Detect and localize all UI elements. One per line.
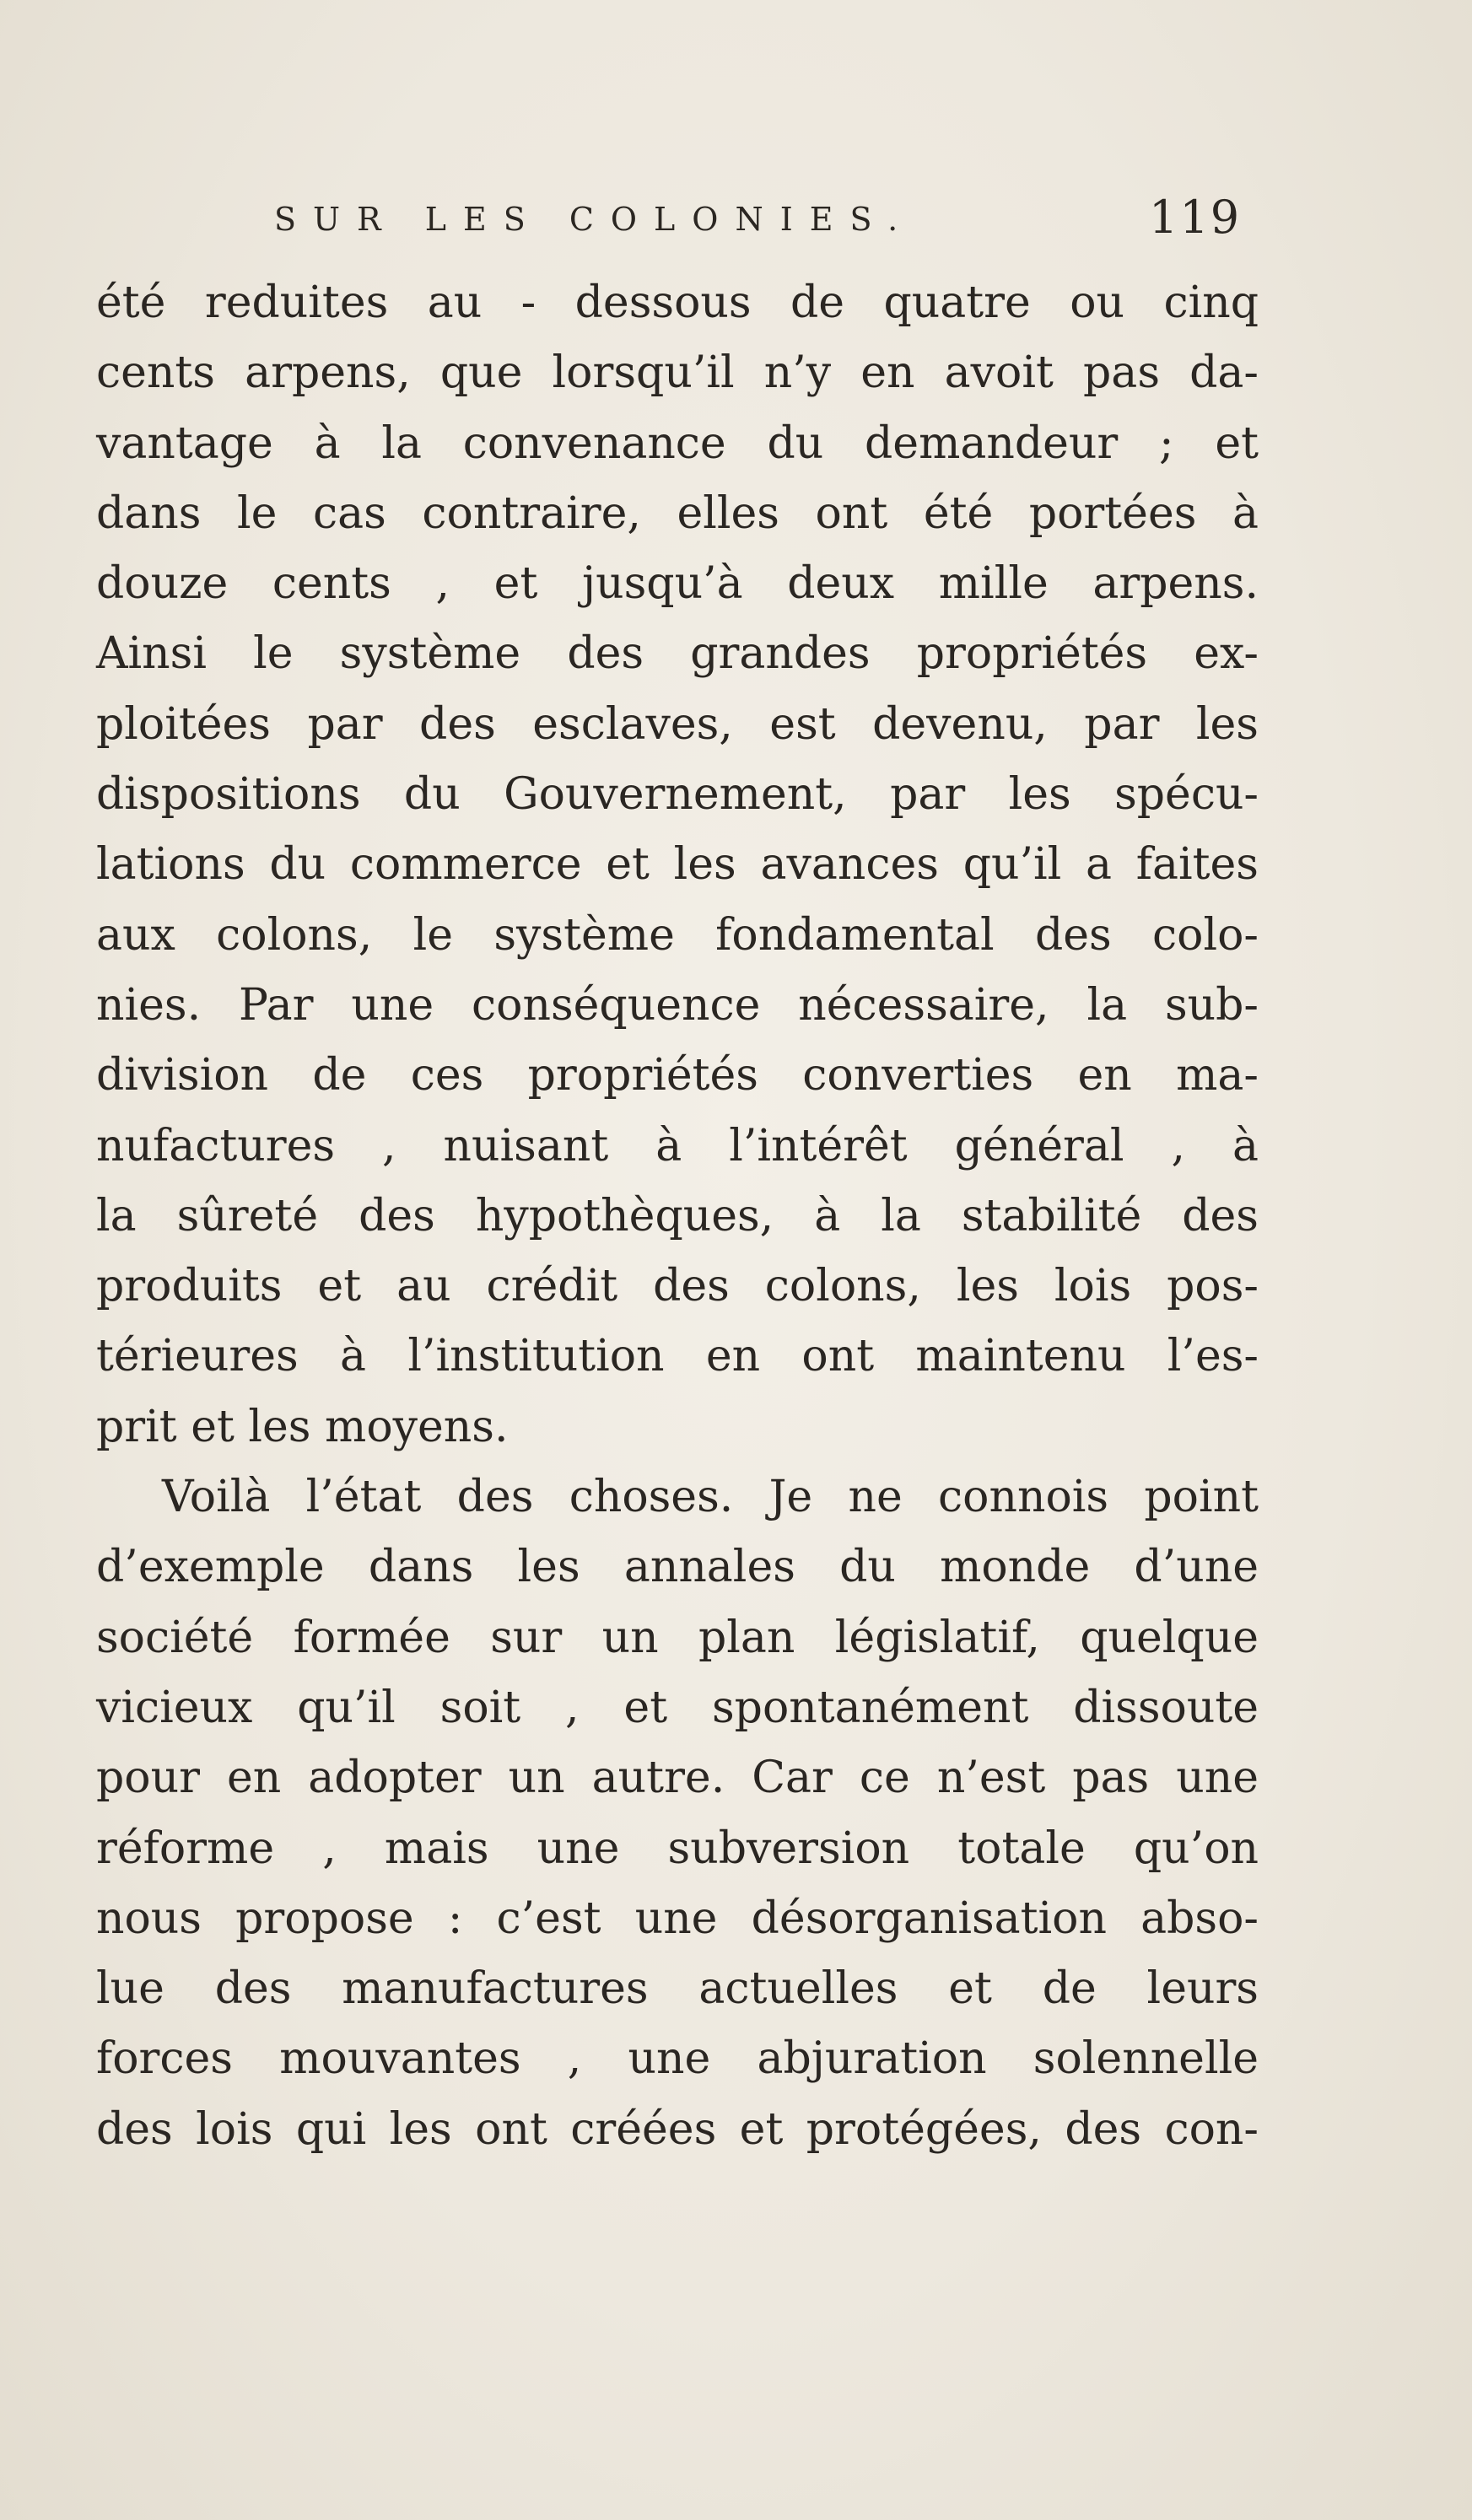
text-line: lue des manufactures actuelles et de leurs [96, 1963, 1259, 2015]
text-line: térieures à l’institution en ont maintenu l’es- [96, 1331, 1259, 1382]
text-line: ploitées par des esclaves, est devenu, par les [96, 698, 1259, 750]
text-line: aux colons, le système fondamental des colo- [96, 909, 1259, 961]
text-line: Ainsi le système des grandes propriétés ex- [96, 628, 1259, 680]
text-line: prit et les moyens. [96, 1401, 509, 1452]
text-line: d’exemple dans les annales du monde d’une [96, 1542, 1259, 1593]
text-line: dans le cas contraire, elles ont été portées à [96, 487, 1259, 539]
text-line: division de ces propriétés converties en ma- [96, 1050, 1259, 1101]
paragraph-2 [96, 1462, 1259, 2165]
text-line: pour en adopter un autre. Car ce n’est pas une [96, 1753, 1259, 1804]
running-head: SUR LES COLONIES. [274, 201, 915, 238]
text-line: cents arpens, que lorsqu’il n’y en avoit pas da- [96, 347, 1259, 399]
text-line: vicieux qu’il soit , et spontanément dissoute [96, 1682, 1259, 1733]
text-line: nous propose : c’est une désorganisation abso- [96, 1893, 1259, 1944]
text-line: société formée sur un plan législatif, quelque [96, 1612, 1259, 1663]
text-line: vantage à la convenance du demandeur ; et [96, 417, 1259, 469]
text-line: réforme , mais une subversion totale qu’on [96, 1823, 1259, 1874]
text-line: forces mouvantes , une abjuration solennelle [96, 2033, 1259, 2085]
body-text [96, 268, 1259, 2165]
text-line: lations du commerce et les avances qu’il a faites [96, 839, 1259, 891]
text-line: la sûreté des hypothèques, à la stabilité des [96, 1190, 1259, 1241]
text-line: des lois qui les ont créées et protégées, des con- [96, 2103, 1259, 2155]
text-line: douze cents , et jusqu’à deux mille arpens. [96, 558, 1259, 610]
text-line: nufactures , nuisant à l’intérêt général , à [96, 1120, 1259, 1171]
text-line: dispositions du Gouvernement, par les spécu- [96, 769, 1259, 821]
paragraph-1 [96, 268, 1259, 1462]
text-line: Voilà l’état des choses. Je ne connois point [162, 1472, 1259, 1523]
text-line: été reduites au - dessous de quatre ou cinq [96, 277, 1259, 328]
text-line: nies. Par une conséquence nécessaire, la sub- [96, 979, 1259, 1031]
text-line: produits et au crédit des colons, les lois pos- [96, 1261, 1259, 1312]
page-number: 119 [1149, 191, 1242, 244]
